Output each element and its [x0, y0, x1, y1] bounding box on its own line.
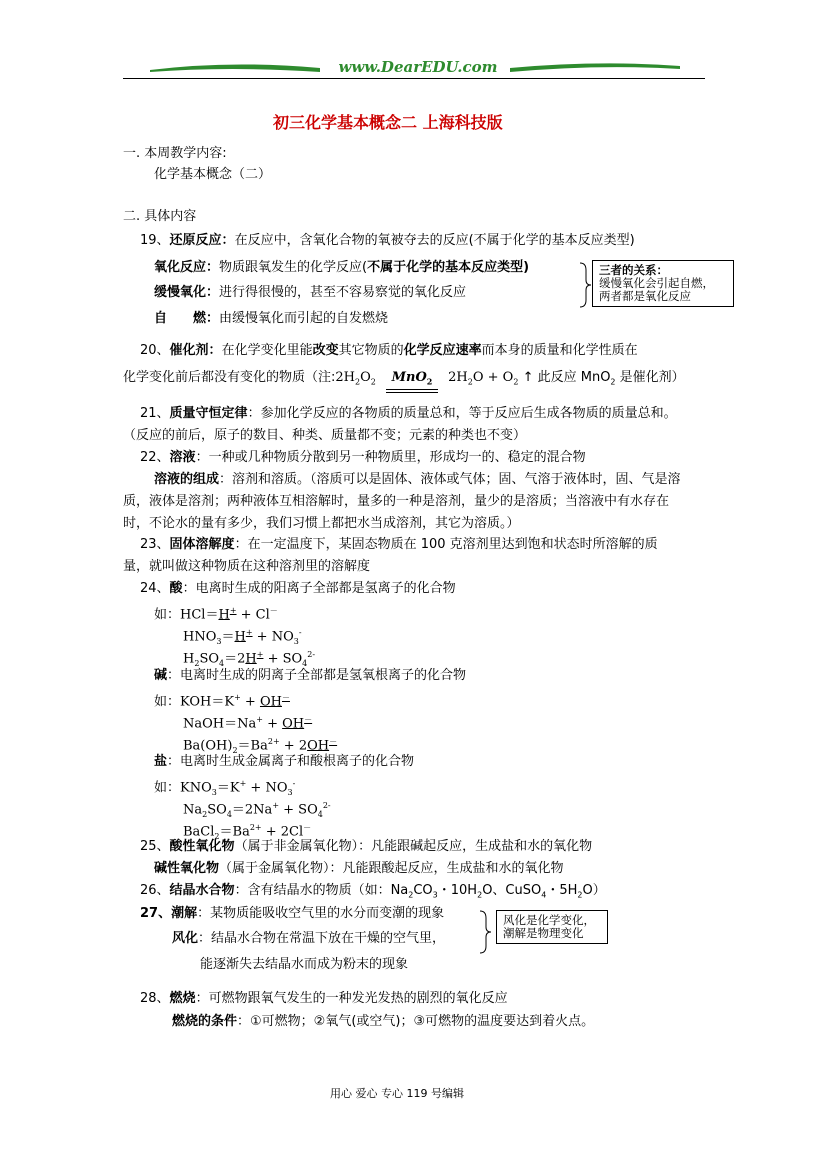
change-box-line1: 风化是化学变化，: [503, 913, 595, 927]
item24-acid: 24、酸：电离时生成的阳离子全部都是氢离子的化合物: [140, 581, 456, 596]
item27-line3: 能逐渐失去结晶水而成为粉末的现象: [200, 957, 409, 972]
page-title: 初三化学基本概念二 上海科技版: [273, 113, 503, 132]
item20-line1: 20、催化剂：在化学变化里能改变其它物质的化学反应速率而本身的质量和化学性质在: [140, 343, 638, 358]
salt-eq-3: $BaCl_2=Ba^{2+} + 2Cl^-$: [183, 823, 312, 841]
header-rule: [123, 78, 705, 79]
site-url[interactable]: www.DearEDU.com: [338, 58, 498, 76]
item19-oxidation: 氧化反应：物质跟氧发生的化学反应(不属于化学的基本反应类型): [154, 260, 530, 275]
base-eq-1: 如：KOH＝K+ + OH－: [154, 693, 290, 710]
item22-line4: 时，不论水的量有多少，我们习惯上都把水当成溶剂，其它为溶质。）: [123, 516, 520, 531]
item22-line3: 质，液体是溶剂；两种液体互相溶解时，量多的一种是溶剂，量少的是溶质；当溶液中有水存在: [123, 494, 670, 509]
item25-basic-oxide: 碱性氧化物（属于金属氧化物）：凡能跟酸起反应，生成盐和水的氧化物: [154, 861, 564, 876]
item27-deliquescence: 27、潮解：某物质能吸收空气里的水分而变潮的现象: [140, 906, 445, 921]
item21-line1: 21、质量守恒定律：参加化学反应的各物质的质量总和，等于反应后生成各物质的质量总和。: [140, 406, 677, 421]
base-eq-3: $Ba(OH)_2=Ba^{2+} + 2OH^-$: [183, 737, 338, 755]
acid-eq-3: $H_2SO_4=2H^+ + SO_4^{2-}$: [183, 650, 316, 668]
item21-line2: （反应的前后，原子的数目、种类、质量都不变；元素的种类也不变）: [123, 428, 527, 443]
relation-box-title: 三者的关系：: [599, 263, 668, 277]
page-footer: 用心 爱心 专心 119 号编辑: [330, 1087, 464, 1100]
item23-line1: 23、固体溶解度：在一定温度下，某固态物质在 100 克溶剂里达到饱和状态时所溶解的质: [140, 537, 658, 552]
item22-line1: 22、溶液：一种或几种物质分散到另一种物质里，形成均一的、稳定的混合物: [140, 450, 586, 465]
relation-box: [592, 260, 734, 307]
catalyst-arrow: MnO$_2$: [384, 369, 440, 391]
item20-line2: 化学变化前后都没有变化的物质（注$:2H_2O_2$ MnO$_2$ $2H_2O + O_2$ ↑ 此反应 MnO$_2$ 是催化剂）: [123, 369, 685, 392]
section1-heading: 一. 本周教学内容:: [123, 146, 227, 161]
item19-line1: 19、还原反应：在反应中，含氧化合物的氧被夺去的反应(不属于化学的基本反应类型): [140, 233, 635, 248]
section1-content: 化学基本概念（二）: [154, 167, 272, 182]
relation-box-line1: 缓慢氧化会引起自燃，: [599, 276, 714, 290]
salt-eq-1: 如：$KNO_3=K^+ + NO_3^-$: [154, 779, 296, 797]
acid-eq-2: $HNO_3=H^+ + NO_3^-$: [183, 628, 302, 646]
change-box-line2: 潮解是物理变化: [503, 926, 584, 940]
section2-heading: 二. 具体内容: [123, 209, 197, 224]
item26-hydrate: 26、结晶水合物：含有结晶水的物质（如：$Na_2CO_3$・$10H_2O$、CuSO$_4$・$5H_2O$）: [140, 883, 606, 900]
brace-icon: [478, 910, 492, 954]
item19-self-ignition: 自 燃：由缓慢氧化而引起的自发燃烧: [154, 311, 389, 326]
item25-acidic-oxide: 25、酸性氧化物（属于非金属氧化物）：凡能跟碱起反应，生成盐和水的氧化物: [140, 839, 593, 854]
item24-base: 碱：电离时生成的阴离子全部都是氢氧根离子的化合物: [154, 668, 467, 683]
base-eq-2: NaOH＝Na+ + OH－: [183, 715, 313, 732]
brace-icon: [578, 262, 592, 308]
change-box: [496, 910, 608, 944]
item23-line2: 量，就叫做这种物质在这种溶剂里的溶解度: [123, 559, 371, 574]
item28-combustion: 28、燃烧：可燃物跟氧气发生的一种发光发热的剧烈的氧化反应: [140, 991, 508, 1006]
item24-salt: 盐：电离时生成金属离子和酸根离子的化合物: [154, 754, 415, 769]
salt-eq-2: $Na_2SO_4=2Na^+ + SO_4^{2-}$: [183, 801, 331, 819]
item27-efflorescence: 风化：结晶水合物在常温下放在干燥的空气里，: [172, 931, 446, 946]
item28-conditions: 燃烧的条件：①可燃物；②氧气(或空气)；③可燃物的温度要达到着火点。: [172, 1014, 595, 1029]
item22-composition: 溶液的组成：溶剂和溶质。（溶质可以是固体、液体或气体；固、气溶于液体时，固、气是溶: [154, 472, 681, 487]
item19-slow-oxidation: 缓慢氧化：进行得很慢的，甚至不容易察觉的氧化反应: [154, 285, 467, 300]
header-banner: [150, 58, 680, 80]
acid-eq-1: 如：HCl＝H+ + Cl－: [154, 606, 278, 623]
relation-box-line2: 两者都是氧化反应: [599, 289, 691, 303]
